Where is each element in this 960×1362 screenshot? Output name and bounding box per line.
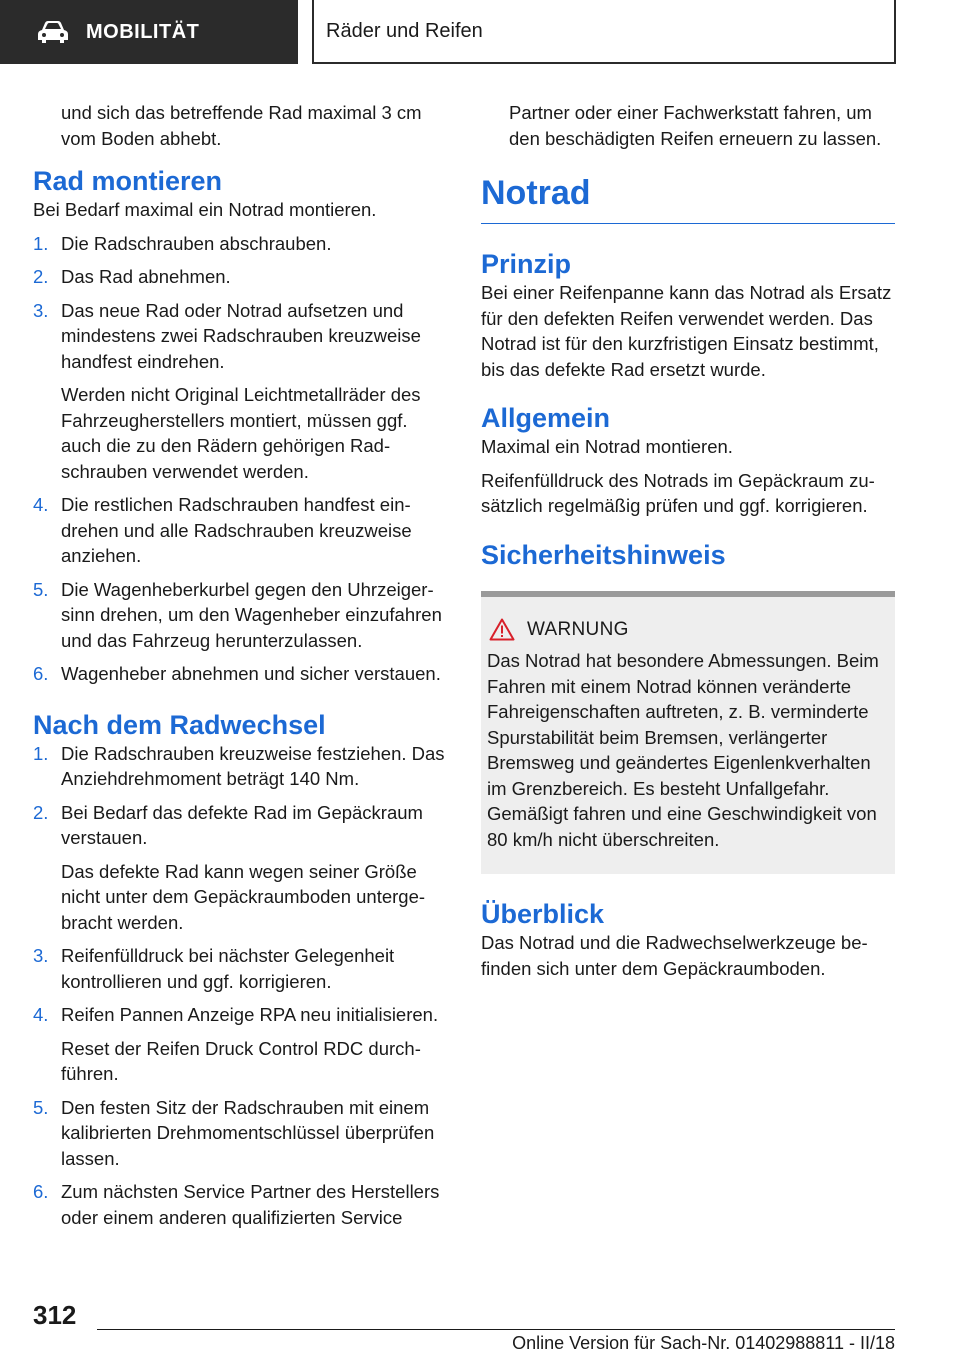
heading-allgemein: Allgemein xyxy=(481,403,611,433)
list-item: 5. Die Wagenheberkurbel gegen den Uhrzeigersinn drehen, um den Wagenheber einzufahren und das Fahrzeug herunterzulassen. xyxy=(33,578,442,651)
rad-montieren-text: Bei Bedarf maximal ein Notrad montieren. xyxy=(33,199,377,220)
heading-nach-dem-radwechsel: Nach dem Radwechsel xyxy=(33,709,326,740)
heading-rad-montieren: Rad montieren xyxy=(33,166,223,196)
allgemein-text-1: Maximal ein Notrad montieren. xyxy=(481,436,733,457)
list-item-note: Das defekte Rad kann wegen seiner Größe nicht unter dem Gepäckraumboden untergebracht werden. xyxy=(61,860,426,933)
list-item: 6. Wagenheber abnehmen und sicher verstauen. xyxy=(33,663,441,684)
warning-label: WARNUNG xyxy=(527,618,629,640)
list-item-note: Reset der Reifen Druck Control RDC durchführen. xyxy=(61,1037,421,1084)
car-icon xyxy=(36,20,70,44)
warning-triangle-icon xyxy=(489,618,515,641)
nach-radwechsel-steps xyxy=(33,741,449,1231)
list-item: 1. Die Radschrauben abschrauben. xyxy=(33,232,332,254)
intro-text: und sich das betreffende Rad maximal 3 cm vom Boden abhebt. xyxy=(61,102,422,149)
list-item: 5. Den festen Sitz der Radschrauben mit einem kalibrierten Drehmomentschlüssel überprüfen lassen. xyxy=(33,1096,435,1169)
list-item-note: Werden nicht Original Leichtmetallräder des Fahrzeugherstellers montiert, müssen ggf. auch die zu den Rädern gehörigen Radschrauben verwendet werden. xyxy=(61,384,421,482)
heading-divider xyxy=(481,223,895,224)
warning-box xyxy=(481,591,895,875)
list-item: 2. Das Rad abnehmen. xyxy=(33,266,231,287)
right-column xyxy=(481,100,895,989)
rad-montieren-steps xyxy=(33,231,449,687)
list-item: 4. Reifen Pannen Anzeige RPA neu initialisieren. Reset der Reifen Druck Control RDC durchführen. xyxy=(33,1002,449,1087)
continuation-text: Partner oder einer Fachwerkstatt fahren, um den beschädigten Reifen erneuern zu lassen. xyxy=(509,102,882,149)
section-header xyxy=(0,0,298,64)
prinzip-text: Bei einer Reifenpanne kann das Notrad als Ersatz für den defekten Reifen verwendet werden. Das Notrad ist für den kurzfristigen Einsatz bestimmt, bis das defekte Rad ersetzt wurde. xyxy=(481,282,892,380)
warning-header xyxy=(487,617,887,643)
allgemein-text-2: Reifenfülldruck des Notrads im Gepäckraum zusätzlich regelmäßig prüfen und ggf. korrigieren. xyxy=(481,469,875,516)
warning-text: Das Notrad hat besondere Abmessungen. Beim Fahren mit einem Notrad können veränderte Fahreigenschaften auftreten, z. B. verminderte Spurstabilität beim Bremsen, verlängerter Bremsweg und geändertes Eigenlenkverhalten im Grenzbereich. Es besteht Unfallgefahr. Gemäßigt fahren und eine Geschwindigkeit von 80 km/h nicht überschreiten. xyxy=(487,650,879,850)
list-item: 6. Zum nächsten Service Partner des Herstellers oder einem anderen qualifizierten Service xyxy=(33,1181,440,1228)
list-item: 3. Reifenfülldruck bei nächster Gelegenheit kontrollieren und ggf. korrigieren. xyxy=(33,945,395,992)
heading-notrad: Notrad xyxy=(481,174,591,212)
heading-sicherheitshinweis: Sicherheitshinweis xyxy=(481,539,726,570)
footer-text: Online Version für Sach-Nr. 01402988811 - II/18 xyxy=(512,1333,895,1353)
list-item: 4. Die restlichen Radschrauben handfest eindrehen und alle Radschrauben kreuzweise anziehen. xyxy=(33,494,412,566)
heading-ueberblick: Überblick xyxy=(481,899,605,929)
ueberblick-text: Das Notrad und die Radwechselwerkzeuge befinden sich unter dem Gepäckraumboden. xyxy=(481,932,868,979)
left-column xyxy=(33,100,449,1238)
list-item: 3. Das neue Rad oder Notrad aufsetzen und mindestens zwei Radschrauben kreuzweise handfest eindrehen. Werden nicht Original Leichtmetallräder des Fahrzeugherstellers montiert, müssen ggf. auch die zu den Rädern gehörigen Radschrauben verwendet werden. xyxy=(33,298,449,485)
chapter-header xyxy=(312,0,896,64)
heading-prinzip: Prinzip xyxy=(481,249,572,279)
section-title: MOBILITÄT xyxy=(86,20,200,43)
page-number: 312 xyxy=(33,1300,77,1330)
chapter-title: Räder und Reifen xyxy=(326,19,483,42)
list-item: 2. Bei Bedarf das defekte Rad im Gepäckraum verstauen. Das defekte Rad kann wegen seiner Größe nicht unter dem Gepäckraumboden untergebracht werden. xyxy=(33,800,449,936)
footer-divider xyxy=(97,1329,895,1330)
list-item: 1. Die Radschrauben kreuzweise festziehen. Das Anziehdrehmoment beträgt 140 Nm. xyxy=(33,742,445,789)
